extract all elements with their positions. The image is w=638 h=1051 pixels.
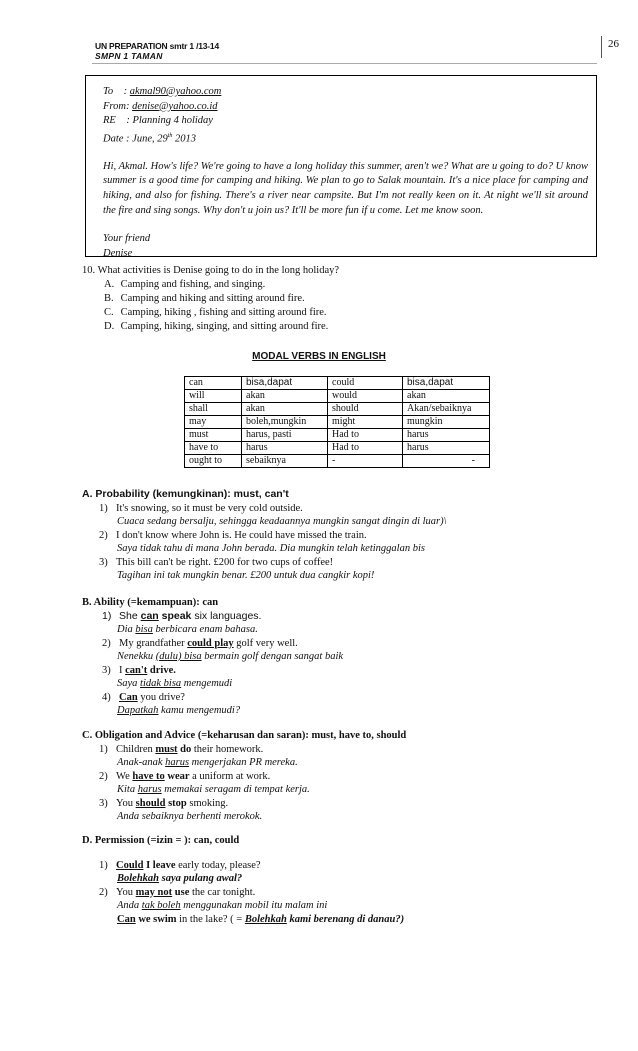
option-a[interactable] — [82, 278, 592, 292]
table-row — [185, 442, 490, 455]
table-cell: - — [403, 455, 490, 468]
translation-text: Nenekku — [117, 651, 156, 662]
item-verb: stop — [165, 797, 187, 809]
modal-highlight: could play — [187, 637, 234, 649]
item-translation — [82, 783, 602, 797]
to-value: akmal90@yahoo.com — [129, 86, 222, 97]
table-cell: shall — [185, 403, 242, 416]
table-cell: ought to — [185, 455, 242, 468]
table-cell: may — [185, 416, 242, 429]
re-value: Planning 4 holiday — [132, 115, 213, 127]
translation-text: mengerjakan PR mereka. — [189, 757, 298, 768]
example-item — [82, 637, 602, 651]
item-number: 1) — [99, 859, 108, 871]
modal-highlight: may not — [135, 886, 173, 898]
example-item — [82, 529, 602, 543]
table-cell: harus — [242, 442, 328, 455]
option-d[interactable] — [82, 320, 592, 334]
translation-text: kamu mengemudi? — [158, 705, 241, 716]
section-heading: D. Permission (=izin = ): can, could — [82, 835, 240, 846]
item-text: You — [116, 797, 136, 809]
table-cell: Akan/sebaiknya — [403, 403, 490, 416]
table-row — [185, 403, 490, 416]
option-b[interactable] — [82, 292, 592, 306]
date-line — [103, 129, 588, 147]
item-number: 3) — [102, 664, 111, 676]
item-text: early today, please? — [175, 859, 261, 871]
modal-highlight: Can — [117, 913, 136, 925]
table-row — [185, 429, 490, 442]
page-number: 26 — [601, 36, 630, 58]
question-number: 10. — [82, 265, 96, 276]
item-translation — [82, 756, 602, 770]
modal-highlight: Could — [116, 859, 144, 871]
table-cell: must — [185, 429, 242, 442]
modal-highlight: can't — [125, 664, 148, 676]
translation-highlight: (dulu) bisa — [155, 651, 202, 662]
item-text: golf very well. — [233, 637, 298, 649]
example-item — [82, 691, 602, 705]
header-title: UN PREPARATION smtr 1 /13-14 — [95, 41, 219, 51]
option-text: Camping, hiking, singing, and sitting around fire. — [120, 321, 329, 332]
item-text: a uniform at work. — [189, 770, 271, 782]
item-text: We — [116, 770, 133, 782]
table-cell: bisa,dapat — [242, 377, 328, 390]
table-cell: akan — [403, 390, 490, 403]
translation-highlight: harus — [137, 784, 162, 795]
translation-text: Saya — [117, 678, 141, 689]
item-translation: Saya tidak tahu di mana John berada. Dia mungkin telah ketinggalan bis — [117, 543, 425, 554]
date-sup: th — [167, 132, 173, 139]
item-verb: do — [177, 743, 192, 755]
table-row — [185, 377, 490, 390]
table-cell: boleh,mungkin — [242, 416, 328, 429]
item-number: 1) — [99, 743, 108, 755]
table-cell: could — [328, 377, 403, 390]
question-10 — [82, 264, 592, 334]
translation-text: Anda — [117, 900, 142, 911]
item-number: 2) — [99, 886, 108, 898]
table-cell: should — [328, 403, 403, 416]
item-english: This bill can't be right. £200 for two cups of coffee! — [116, 556, 334, 568]
example-item — [82, 797, 602, 811]
translation-highlight: harus — [165, 757, 190, 768]
table-cell: have to — [185, 442, 242, 455]
example-item — [82, 913, 602, 927]
item-translation: Tagihan ini tak mungkin benar. £200 untuk dua cangkir kopi! — [117, 570, 375, 581]
item-verb: wear — [164, 770, 190, 782]
example-item — [82, 502, 602, 516]
item-number: 3) — [99, 556, 108, 568]
option-text: Camping and fishing, and singing. — [120, 279, 266, 290]
translation-text: bermain golf dengan sangat baik — [201, 651, 344, 662]
item-verb: I leave — [143, 859, 176, 871]
item-text: in the lake? ( = — [176, 913, 245, 925]
section-permission — [82, 834, 602, 926]
table-cell: harus — [403, 429, 490, 442]
item-text: smoking. — [186, 797, 229, 809]
table-cell: Had to — [328, 442, 403, 455]
table-cell: harus, pasti — [242, 429, 328, 442]
letter-closing: Your friend — [103, 233, 151, 245]
option-text: Camping and hiking and sitting around fire. — [120, 293, 305, 304]
letter-signature: Denise — [103, 247, 133, 259]
item-translation — [82, 872, 602, 886]
item-verb: drive. — [147, 664, 176, 676]
section-heading: B. Ability (=kemampuan): can — [82, 597, 219, 608]
translation-text: saya pulang awal? — [159, 873, 243, 884]
table-cell: mungkin — [403, 416, 490, 429]
header-school: SMPN 1 TAMAN — [95, 51, 163, 61]
translation-text: berbicara enam bahasa. — [152, 624, 258, 635]
section-obligation — [82, 729, 602, 824]
table-cell: might — [328, 416, 403, 429]
letter-body: Hi, Akmal. How's life? We're going to have a long holiday this summer, aren't we? What are u going to do? U know summer is a good time for camping and hiking. We plan to go to Salak mountain. It's a nice place for camping and hiking, and also for fishing. There's a river near campsite. But I'm not really keen on it. At night we'll sit around the fire and sing songs. Why don't u join us? It'll be more fun if u come. Let me know soon. — [103, 160, 588, 216]
table-row — [185, 390, 490, 403]
translation-highlight: Bolehkah — [117, 873, 160, 884]
option-letter: D. — [104, 321, 115, 332]
re-label: RE — [103, 115, 116, 127]
item-number: 2) — [99, 529, 108, 541]
item-verb: speak — [158, 609, 192, 622]
translation-text: memakai seragam di tempat kerja. — [161, 784, 310, 795]
table-cell: would — [328, 390, 403, 403]
option-text: Camping, hiking , fishing and sitting around fire. — [120, 307, 327, 318]
modal-highlight: can — [140, 609, 159, 622]
to-line: To : akmal90@yahoo.com — [103, 86, 222, 97]
modal-highlight: have to — [132, 770, 165, 782]
date-label: Date : June, 29 — [103, 133, 168, 145]
translation-text: Dia — [117, 624, 136, 635]
table-cell: will — [185, 390, 242, 403]
example-item — [82, 743, 602, 757]
section-probability — [82, 488, 602, 583]
modal-highlight: should — [135, 797, 166, 809]
table-cell: akan — [242, 390, 328, 403]
item-text: their homework. — [191, 743, 264, 755]
item-text: Children — [116, 743, 156, 755]
from-line — [103, 100, 588, 115]
item-number: 1) — [102, 609, 112, 622]
item-text: I — [119, 664, 126, 676]
question-text: What activities is Denise going to do in the long holiday? — [97, 265, 340, 276]
spacer — [82, 848, 602, 859]
date-year: 2013 — [175, 133, 197, 145]
item-text: She — [119, 609, 141, 622]
section-ability — [82, 596, 602, 718]
item-number: 2) — [99, 770, 108, 782]
modal-verbs-title: MODAL VERBS IN ENGLISH — [252, 351, 386, 362]
item-translation — [82, 704, 602, 718]
option-c[interactable] — [82, 306, 592, 320]
translation-text: kami berenang di danau?) — [286, 913, 405, 925]
option-letter: B. — [104, 293, 114, 304]
table-cell: akan — [242, 403, 328, 416]
email-letter-box — [85, 75, 597, 257]
item-translation: Cuaca sedang bersalju, sehingga keadaannya mungkin sangat dingin di luar)\ — [117, 516, 447, 527]
example-item — [82, 770, 602, 784]
example-item — [82, 886, 602, 900]
example-item — [82, 859, 602, 873]
table-row — [185, 455, 490, 468]
item-translation: Anda sebaiknya berhenti merokok. — [117, 811, 263, 822]
item-text: six languages. — [191, 609, 262, 622]
from-value: denise@yahoo.co.id — [132, 100, 218, 112]
item-verb: we swim — [135, 913, 177, 925]
translation-highlight: Dapatkah — [117, 705, 159, 716]
option-letter: C. — [104, 307, 114, 318]
table-cell: harus — [403, 442, 490, 455]
translation-highlight: bisa — [135, 624, 153, 635]
header-divider — [92, 63, 597, 64]
item-number: 4) — [102, 691, 111, 703]
translation-highlight: Bolehkah — [244, 913, 287, 925]
table-cell: - — [328, 455, 403, 468]
item-translation — [82, 677, 602, 691]
item-text: You — [116, 886, 136, 898]
item-english: I don't know where John is. He could have missed the train. — [116, 529, 367, 541]
example-item — [82, 556, 602, 570]
example-item — [82, 664, 602, 678]
item-translation — [82, 650, 602, 664]
re-line: RE : Planning 4 holiday — [103, 115, 213, 127]
table-cell: bisa,dapat — [403, 377, 490, 390]
translation-highlight: tak boleh — [141, 900, 181, 911]
item-text: the car tonight. — [189, 886, 256, 898]
question-stem — [82, 264, 592, 278]
item-translation — [82, 899, 602, 913]
section-heading: C. Obligation and Advice (=keharusan dan saran): must, have to, should — [82, 730, 407, 741]
item-number: 2) — [102, 637, 111, 649]
table-cell: can — [185, 377, 242, 390]
modal-verbs-table — [184, 376, 490, 468]
modal-highlight: Can — [119, 691, 138, 703]
item-number: 1) — [99, 502, 108, 514]
item-text: My grandfather — [119, 637, 188, 649]
item-text: you drive? — [137, 691, 185, 703]
item-verb: use — [172, 886, 190, 898]
option-letter: A. — [104, 279, 115, 290]
translation-text: mengemudi — [181, 678, 233, 689]
translation-highlight: tidak bisa — [140, 678, 182, 689]
to-label: To — [103, 86, 114, 97]
modal-highlight: must — [155, 743, 178, 755]
table-cell: sebaiknya — [242, 455, 328, 468]
item-english: It's snowing, so it must be very cold outside. — [116, 502, 303, 514]
table-cell: Had to — [328, 429, 403, 442]
table-row — [185, 416, 490, 429]
from-label: From: — [103, 100, 130, 112]
translation-text: menggunakan mobil itu malam ini — [180, 900, 328, 911]
translation-text: Kita — [117, 784, 138, 795]
example-item — [82, 610, 602, 624]
item-translation — [82, 623, 602, 637]
translation-text: Anak-anak — [117, 757, 166, 768]
section-heading: A. Probability (kemungkinan): must, can't — [82, 488, 289, 500]
item-number: 3) — [99, 797, 108, 809]
